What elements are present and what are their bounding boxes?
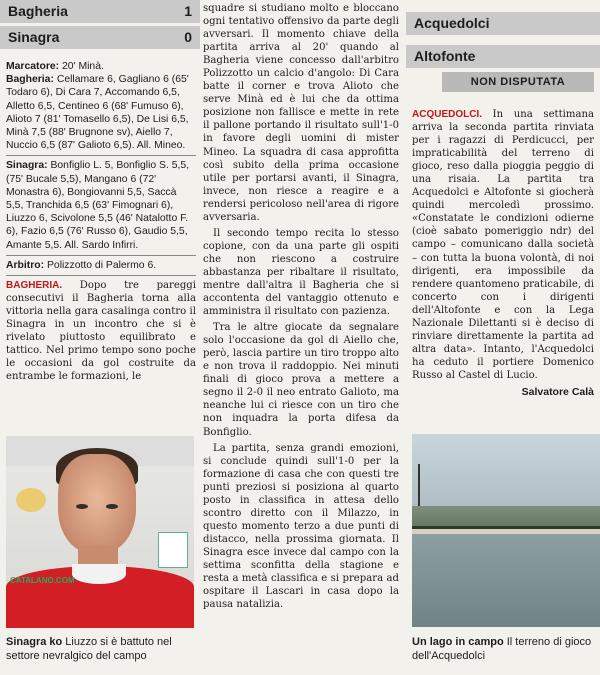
referee: Polizzotto di Palermo 6. [44, 259, 157, 271]
sinagra-label: Sinagra: [6, 160, 48, 172]
photo2-caption-text: Il terreno di gioco dell'Acquedolci [412, 636, 592, 662]
match-details [0, 52, 200, 276]
scorer-line [6, 60, 196, 73]
bagheria-players: Cellamare 6, Gagliano 6 (65' Todaro 6), Di Cara 7, Accomando 6,5, Alletto 6,5, Centineo 6 (68' Fumuso 6), Alioto 7 (81' Tomasello 6,5), De Lisi 6,5, Minà 7,5 (88' Brugnone sv), Aiello 7, Nuccio 6,5 (87' Galioto 6,5). All. Mineo. [6, 74, 189, 152]
player-eye-left [76, 504, 88, 509]
byline: Salvatore Calà [521, 385, 594, 398]
scorer-label: Marcatore: [6, 61, 60, 72]
player-photo [6, 436, 194, 628]
article2-kicker: ACQUEDOLCI. [412, 109, 482, 120]
article1-lead [0, 279, 200, 383]
match-status-badge: NON DISPUTATA [442, 72, 594, 92]
photo1-caption-bold: Sinagra ko [6, 636, 63, 648]
player-eye-right [106, 504, 118, 509]
article2-body [412, 108, 594, 382]
jersey-collar [72, 564, 126, 584]
score-home-bar [0, 0, 200, 23]
referee-label: Arbitro: [6, 259, 45, 271]
flooded-pitch [412, 534, 600, 627]
divider [6, 155, 196, 156]
sinagra-lineup [6, 159, 196, 251]
jersey-sponsor: CATALANO.COM [10, 576, 75, 585]
flooded-field-photo [412, 434, 600, 627]
photo2-caption [412, 635, 600, 663]
sponsor-mark [16, 488, 46, 512]
match2-home-bar [406, 12, 600, 35]
score-away-bar [0, 26, 200, 49]
referee-line [6, 259, 196, 272]
article1-p3: Tra le altre giocate da segnalare solo l'occasione da gol di Aiello che, però, lascia partire un tiro troppo alto e non trova il raddoppio. Nei minuti finali di gioco prova a mettere a segno il 2-0 il neo entrato Galioto, ma neanche lui ci riesce con un tiro che non inquadra la porta difesa da Bonfiglio. [203, 322, 399, 438]
sponsor-logo [158, 532, 188, 568]
bagheria-label: Bagheria: [6, 74, 54, 86]
player-face [58, 454, 136, 554]
photo1-caption-text: Liuzzo si è battuto nel settore nevralgico del campo [6, 636, 172, 662]
scorer: 20' Minà. [59, 61, 104, 72]
home-team: Bagheria [8, 3, 68, 19]
column-1 [0, 0, 200, 675]
article1-p2: Il secondo tempo recita lo stesso copione, con da una parte gli ospiti che non riescono a costruire abbastanza per ribaltare il risultato, mentre dall'altra il Bagheria che si accontenta del vantaggio ottenuto e amministra il risultato con pazienza. [203, 227, 399, 318]
bagheria-lineup [6, 73, 196, 152]
match2-home: Acquedolci [414, 15, 490, 31]
photo2-caption-bold: Un lago in campo [412, 636, 504, 648]
away-goals: 0 [184, 29, 192, 45]
article1-continued: squadre si studiano molto e bloccano ogni tentativo offensivo da parte degli avversari. Il momento chiave della partita arriva al 20' quando al Bagheria viene concesso dall'arbitro Polizzotto un calcio d'angolo: Di Cara batte il corner e trova Alioto che serve Minà ed è lui che da ottima posizione non fallisce e mette in rete il pallone portando il risultato sull'1-0 in favore degli uomini di mister Mineo. La squadra di casa approfitta così subito della prima occasione utile per portarsi avanti, il Sinagra, invece, non riesce a reagire e a rendersi pericoloso nell'area di rigore avversaria. [203, 3, 399, 223]
match2-away: Altofonte [414, 48, 476, 64]
article1-p1: Dopo tre pareggi consecutivi il Bagheria torna alla vittoria nella gara casalinga contro il Sinagra in un incontro che si è rivelato piuttosto equilibrato e tattico. Nel primo tempo sono poche le occasioni da gol costruite da entrambe le formazioni, le [6, 280, 196, 383]
home-goals: 1 [184, 3, 192, 19]
column-2 [203, 0, 399, 675]
article2-p1: In una settimana arriva la seconda partita rinviata per i ragazzi di Perdicucci, per impraticabilità del terreno di gioco, reso dalla pioggia peggio di una risaia. La partita tra Acquedolci e Altofonte si giocherà quindi mercoledì prossimo. «Constatate le condizioni odierne (cioè sabato pomeriggio ndr) del campo – comunicano dalla società – con tutta la buona volontà, di noi dirigenti, era impossibile da rendere quantomeno praticabile, di concerto con i dirigenti dell'Altofonte e con la Lega Nazionale Dilettanti si è deciso di rinviare direttamente la partita ad altra data». Intanto, l'Acquedolci ha ceduto il portiere Domenico Russo al Castel di Lucio. [412, 109, 594, 381]
article1-kicker: BAGHERIA. [6, 280, 63, 292]
photo1-caption [6, 635, 194, 663]
divider [6, 275, 196, 276]
article1-p4: La partita, senza grandi emozioni, si conclude quindi sull'1-0 per la formazione di casa che con questi tre punti preziosi si posiziona al quarto posto in classifica in attesa dello scontro diretto con il Milazzo, in questo momento terzo a due punti di distacco, nella prossima giornata. Il Sinagra esce invece dal campo con la settima sconfitta della stagione e resta a metà classifica e si prepara ad ospitare il Lascari in casa dopo la pausa natalizia. [203, 442, 399, 611]
match2-away-bar [406, 45, 600, 68]
away-team: Sinagra [8, 29, 60, 45]
divider [6, 255, 196, 256]
sinagra-players: Bonfiglio L. 5, Bonfiglio S. 5,5, (75' Bucale 5,5), Mangano 6 (72' Monastra 6), Bongiovanni 5,5, Saccà 5,5, Tranchida 6,5 (63' Fimognari 6), Liuzzo 6, Scivolone 5,5 (46' Natalotto F. 6), Fazio 6,5 (76' Russo 6), Gaudio 5,5, Amante 5,5. All. Sardo Infirri. [6, 160, 190, 251]
